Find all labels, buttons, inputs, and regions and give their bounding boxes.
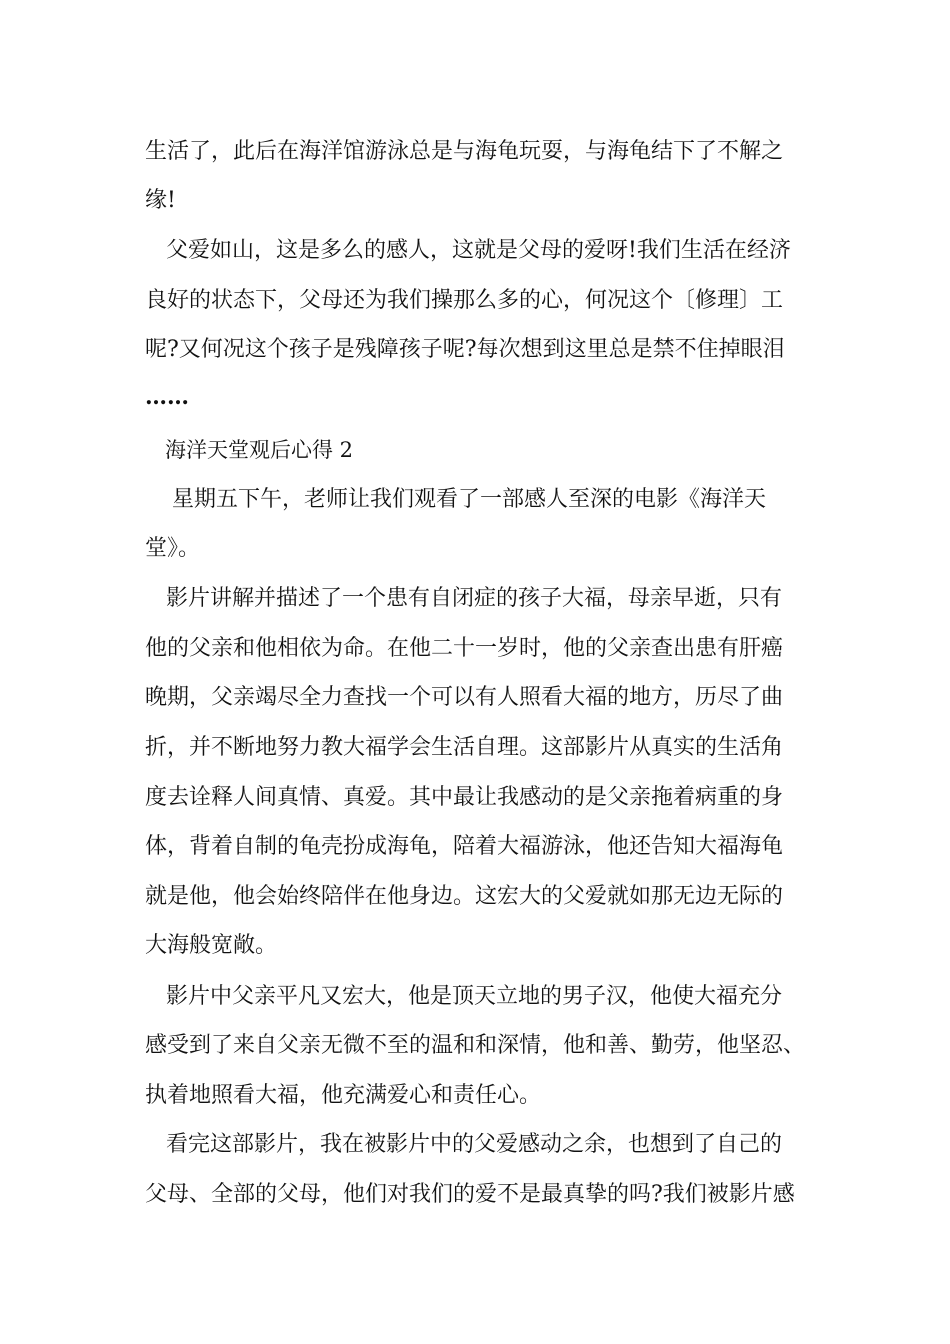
text-line-9: 堂》。: [145, 536, 201, 561]
text-line-2: 缘!: [145, 188, 176, 213]
text-line-10: 影片讲解并描述了一个患有自闭症的孩子大福，母亲早逝，只有: [166, 586, 783, 611]
text-line-18: 影片中父亲平凡又宏大，他是顶天立地的男子汉，他使大福充分: [166, 984, 783, 1009]
text-line-15: 体，背着自制的龟壳扮成海龟，陪着大福游泳，他还告知大福海龟: [145, 834, 784, 859]
text-line-20: 执着地照看大福，他充满爱心和责任心。: [145, 1083, 542, 1108]
text-line-11: 他的父亲和他相依为命。在他二十一岁时，他的父亲查出患有肝癌: [145, 636, 784, 661]
text-line-17: 大海般宽敞。: [145, 933, 278, 958]
text-line-4: 良好的状态下，父母还为我们操那么多的心，何况这个〔修理〕工: [145, 288, 784, 313]
text-line-14: 度去诠释人间真情、真爱。其中最让我感动的是父亲拖着病重的身: [145, 785, 784, 810]
text-line-5: 呢?又何况这个孩子是残障孩子呢?每次想到这里总是禁不住掉眼泪: [145, 337, 785, 362]
text-line-12: 晚期，父亲竭尽全力查找一个可以有人照看大福的地方，历尽了曲: [145, 685, 784, 710]
text-line-13: 折，并不断地努力教大福学会生活自理。这部影片从真实的生活角: [145, 735, 784, 760]
text-line-3: 父爱如山，这是多么的感人，这就是父母的爱呀!我们生活在经济: [166, 238, 791, 263]
text-line-22: 父母、全部的父母，他们对我们的爱不是最真挚的吗?我们被影片感: [145, 1182, 795, 1207]
section-heading: 海洋天堂观后心得 2: [165, 438, 354, 462]
text-line-19: 感受到了来自父亲无微不至的温和和深情，他和善、勤劳，他坚忍、: [145, 1033, 806, 1058]
text-line-6: ……: [145, 384, 189, 410]
text-line-8: 星期五下午，老师让我们观看了一部感人至深的电影《海洋天: [172, 487, 767, 512]
text-line-1: 生活了，此后在海洋馆游泳总是与海龟玩耍，与海龟结下了不解之: [145, 139, 784, 164]
text-line-21: 看完这部影片，我在被影片中的父爱感动之余，也想到了自己的: [166, 1132, 783, 1157]
text-line-16: 就是他，他会始终陪伴在他身边。这宏大的父爱就如那无边无际的: [145, 884, 784, 909]
